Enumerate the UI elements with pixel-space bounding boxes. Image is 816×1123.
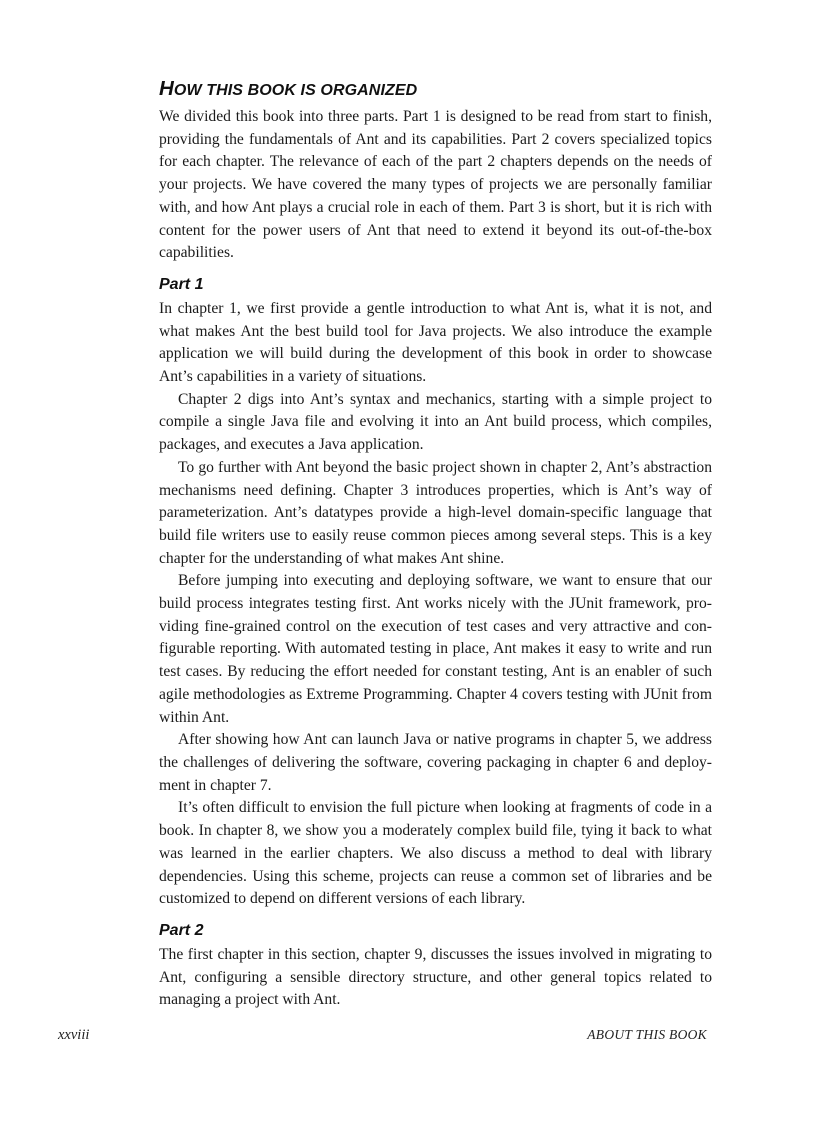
part1-paragraph: To go further with Ant beyond the basic project shown in chapter 2, Ant’s abstraction mechanisms need defining. Chapter 3 introduces properties, which is Ant’s way of parameterization. Ant’s datatypes provide a high-level domain-specific language that build file writers use to easily reuse common pieces among several steps. This is a key chapter for the understanding of what makes Ant shine. (159, 458, 712, 567)
part1-paragraph: After showing how Ant can launch Java or native programs in chapter 5, we address the challenges of delivering the software, covering packaging in chapter 6 and deployment in chapter 7. (159, 731, 712, 794)
part1-paragraph: In chapter 1, we first provide a gentle introduction to what Ant is, what it is not, and what makes Ant the best build tool for Java projects. We also introduce the example application we will build during the development of this book in order to showcase Ant’s capabilities in a variety of situations. (159, 299, 712, 386)
part1-heading: Part 1 (159, 275, 204, 293)
section-heading-initial: H (159, 77, 174, 100)
page-number: xxviii (58, 1027, 90, 1043)
intro-paragraph: We divided this book into three parts. Part 1 is designed to be read from start to finish, providing the fundamentals of Ant and its capabilities. Part 2 covers specialized topics for each chapter. The relevance of each of the part 2 chapters depends on the needs of your projects. We have covered the many types of projects we are personally familiar with, and how Ant plays a crucial role in each of them. Part 3 is short, but it is rich with content for the power users of Ant that need to extend it beyond its out-of-the-box capabilities. (159, 108, 712, 262)
running-title: ABOUT THIS BOOK (587, 1027, 707, 1042)
section-heading (159, 76, 712, 104)
part1-paragraph: Chapter 2 digs into Ant’s syntax and mechanics, starting with a simple project to compile a single Java file and evolving it into an Ant build process, which compiles, packages, and executes a Java application. (159, 390, 712, 454)
page-body (159, 76, 712, 1012)
part2-heading: Part 2 (159, 921, 204, 939)
part2-paragraph: The first chapter in this section, chapter 9, discusses the issues involved in migrating to Ant, configuring a sensible directory structure, and other general topics related to managing a project with Ant. (159, 945, 712, 1009)
part1-paragraph: It’s often difficult to envision the full picture when looking at fragments of code in a book. In chapter 8, we show you a moderately complex build file, tying it back to what was learned in the earlier chapters. We also discuss a method to deal with library dependencies. Using this scheme, projects can reuse a common set of libraries and be customized to depend on different versions of each library. (159, 799, 712, 908)
part1-paragraph: Before jumping into executing and deploying software, we want to ensure that our build process integrates testing first. Ant works nicely with the JUnit framework, providing fine-grained control on the execution of test cases and very attractive and configurable reporting. With automated testing in place, Ant makes it easy to write and run test cases. By reducing the effort needed for constant testing, Ant is an enabler of such agile methodologies as Extreme Programming. Chapter 4 covers testing with JUnit from within Ant. (159, 572, 712, 726)
section-heading-rest: OW THIS BOOK IS ORGANIZED (173, 82, 418, 99)
